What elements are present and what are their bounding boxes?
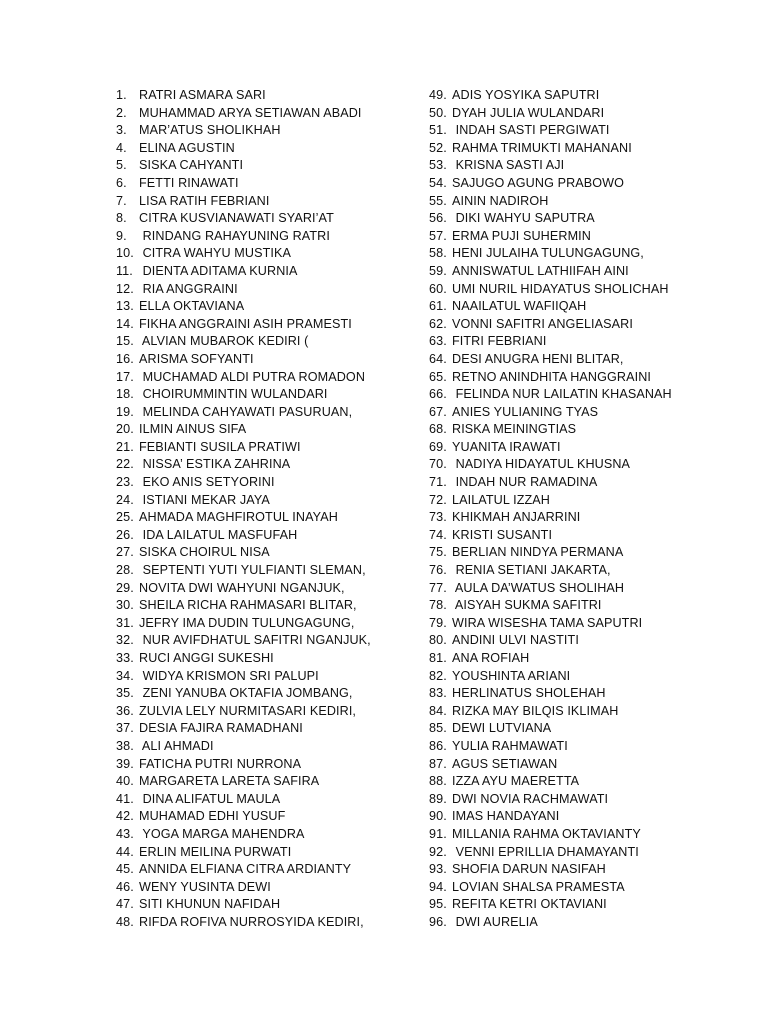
list-item [429,228,739,246]
list-item [116,914,416,932]
list-item-number: 5. [116,158,127,173]
list-item [116,298,416,316]
list-item-name: JEFRY IMA DUDIN TULUNGAGUNG, [139,615,355,630]
list-item-number: 60. [429,281,447,296]
list-item-name: KRISNA SASTI AJI [452,158,565,173]
list-item [429,456,739,474]
list-item [116,527,416,545]
list-item-name: MUCHAMAD ALDI PUTRA ROMADON [139,369,366,384]
list-item-name: SEPTENTI YUTI YULFIANTI SLEMAN, [139,563,366,578]
list-item-number: 58. [429,246,447,261]
list-item-name: MAR’ATUS SHOLIKHAH [139,123,281,138]
list-item [116,157,416,175]
list-item-number: 66. [429,387,447,402]
list-item-number: 22. [116,457,134,472]
list-item [429,808,739,826]
list-item-number: 32. [116,633,134,648]
list-item [116,281,416,299]
list-item-number: 65. [429,369,447,384]
list-item [429,193,739,211]
list-item-name: WENY YUSINTA DEWI [139,879,271,894]
list-item [116,263,416,281]
list-item [429,703,739,721]
list-item-name: HERLINATUS SHOLEHAH [452,686,606,701]
list-item-name: NISSA’ ESTIKA ZAHRINA [139,457,291,472]
list-item-number: 47. [116,897,134,912]
list-item-name: SITI KHUNUN NAFIDAH [139,897,281,912]
list-item [429,474,739,492]
name-list-left-column [116,87,416,932]
list-item-name: CITRA WAHYU MUSTIKA [139,246,291,261]
list-item-name: RAHMA TRIMUKTI MAHANANI [452,140,632,155]
list-item-number: 86. [429,738,447,753]
list-item [116,369,416,387]
list-item-name: LOVIAN SHALSA PRAMESTA [452,879,625,894]
list-item-name: YOGA MARGA MAHENDRA [139,826,305,841]
list-item-number: 29. [116,580,134,595]
list-item-name: WIRA WISESHA TAMA SAPUTRI [452,615,643,630]
list-item [429,316,739,334]
list-item [116,756,416,774]
list-item-name: INDAH SASTI PERGIWATI [452,123,610,138]
list-item [116,245,416,263]
list-item [429,298,739,316]
list-item-name: RENIA SETIANI JAKARTA, [452,563,611,578]
list-item [429,844,739,862]
list-item-name: ARISMA SOFYANTI [139,351,254,366]
list-item-number: 20. [116,422,134,437]
list-item-number: 19. [116,404,134,419]
list-item-name: ALI AHMADI [139,738,214,753]
list-item [429,140,739,158]
list-item [429,914,739,932]
list-item-name: FELINDA NUR LAILATIN KHASANAH [452,387,672,402]
list-item-number: 75. [429,545,447,560]
list-item-name: YOUSHINTA ARIANI [452,668,571,683]
list-item-name: ERLIN MEILINA PURWATI [139,844,292,859]
list-item [429,421,739,439]
list-item-number: 55. [429,193,447,208]
list-item-number: 88. [429,774,447,789]
list-item [429,685,739,703]
list-item-name: RINDANG RAHAYUNING RATRI [139,228,330,243]
list-item [429,245,739,263]
list-item-number: 46. [116,879,134,894]
list-item [429,756,739,774]
list-item-name: MUHAMMAD ARYA SETIAWAN ABADI [139,105,362,120]
list-item-number: 21. [116,439,134,454]
list-item [429,632,739,650]
list-item [116,87,416,105]
name-list-right-column [429,87,739,932]
list-item-number: 63. [429,334,447,349]
list-item-number: 72. [429,492,447,507]
list-item [116,421,416,439]
list-item-number: 4. [116,140,127,155]
list-item-name: NUR AVIFDHATUL SAFITRI NGANJUK, [139,633,371,648]
list-item [116,474,416,492]
list-item-number: 39. [116,756,134,771]
list-item [429,668,739,686]
list-item-name: MILLANIA RAHMA OKTAVIANTY [452,826,641,841]
list-item-number: 16. [116,351,134,366]
list-item-number: 77. [429,580,447,595]
list-item [116,773,416,791]
list-item-name: SHOFIA DARUN NASIFAH [452,862,606,877]
list-item-name: MELINDA CAHYAWATI PASURUAN, [139,404,353,419]
list-item-name: AGUS SETIAWAN [452,756,558,771]
list-item-number: 50. [429,105,447,120]
list-item-name: RISKA MEININGTIAS [452,422,577,437]
list-item-name: RIA ANGGRAINI [139,281,238,296]
list-item-number: 38. [116,738,134,753]
list-item-name: ELLA OKTAVIANA [139,299,245,314]
list-item-name: ALVIAN MUBAROK KEDIRI ( [139,334,309,349]
list-item [429,861,739,879]
list-item [116,228,416,246]
list-item-number: 69. [429,439,447,454]
list-item-number: 83. [429,686,447,701]
list-item-number: 3. [116,123,127,138]
list-item-name: EKO ANIS SETYORINI [139,475,275,490]
list-item-name: WIDYA KRISMON SRI PALUPI [139,668,319,683]
list-item-name: DIENTA ADITAMA KURNIA [139,263,298,278]
list-item-number: 27. [116,545,134,560]
list-item-number: 13. [116,299,134,314]
list-item-number: 44. [116,844,134,859]
list-item-number: 45. [116,862,134,877]
list-item-number: 37. [116,721,134,736]
list-item [429,404,739,422]
list-item-name: NADIYA HIDAYATUL KHUSNA [452,457,631,472]
list-item-number: 56. [429,211,447,226]
list-item-name: ANNISWATUL LATHIIFAH AINI [452,263,629,278]
list-item-number: 68. [429,422,447,437]
list-item-name: AININ NADIROH [452,193,549,208]
list-item-number: 78. [429,598,447,613]
list-item-name: NAAILATUL WAFIIQAH [452,299,587,314]
list-item-name: AULA DA’WATUS SHOLIHAH [452,580,625,595]
list-item-name: ILMIN AINUS SIFA [139,422,247,437]
list-item-name: YUANITA IRAWATI [452,439,561,454]
list-item-name: ADIS YOSYIKA SAPUTRI [452,88,600,102]
list-item-number: 26. [116,527,134,542]
list-item-number: 89. [429,791,447,806]
list-item-name: SHEILA RICHA RAHMASARI BLITAR, [139,598,357,613]
list-item-name: UMI NURIL HIDAYATUS SHOLICHAH [452,281,669,296]
list-item [116,738,416,756]
list-item [116,791,416,809]
list-item-name: AHMADA MAGHFIROTUL INAYAH [139,510,338,525]
list-item [116,122,416,140]
list-item [429,562,739,580]
list-item-name: NOVITA DWI WAHYUNI NGANJUK, [139,580,345,595]
list-item-number: 10. [116,246,134,261]
list-item-number: 14. [116,316,134,331]
list-item-number: 95. [429,897,447,912]
list-item-number: 64. [429,351,447,366]
list-item-name: FIKHA ANGGRAINI ASIH PRAMESTI [139,316,352,331]
list-item-name: RIZKA MAY BILQIS IKLIMAH [452,703,619,718]
list-item-name: DESIA FAJIRA RAMADHANI [139,721,303,736]
list-item [116,105,416,123]
list-item-number: 42. [116,809,134,824]
list-item [116,668,416,686]
list-item [429,386,739,404]
list-item-name: FITRI FEBRIANI [452,334,547,349]
list-item-name: SISKA CHOIRUL NISA [139,545,270,560]
list-item [116,210,416,228]
list-item-name: IZZA AYU MAERETTA [452,774,580,789]
list-item-number: 91. [429,826,447,841]
list-item-number: 15. [116,334,134,349]
list-item [429,527,739,545]
list-item-number: 36. [116,703,134,718]
list-item-number: 24. [116,492,134,507]
list-item [116,879,416,897]
list-item [429,157,739,175]
list-item-number: 51. [429,123,447,138]
list-item-name: DYAH JULIA WULANDARI [452,105,605,120]
list-item [429,879,739,897]
list-item-number: 40. [116,774,134,789]
list-item-number: 6. [116,175,127,190]
list-item [116,844,416,862]
list-item-number: 73. [429,510,447,525]
list-item-number: 74. [429,527,447,542]
list-item [116,703,416,721]
list-item-number: 52. [429,140,447,155]
list-item [429,351,739,369]
list-item-number: 94. [429,879,447,894]
list-item [116,650,416,668]
list-item-name: INDAH NUR RAMADINA [452,475,598,490]
list-item [116,333,416,351]
list-item-number: 96. [429,914,447,929]
list-item [116,562,416,580]
list-item-name: KHIKMAH ANJARRINI [452,510,581,525]
list-item [116,632,416,650]
list-item-number: 62. [429,316,447,331]
list-item [429,105,739,123]
list-item-number: 92. [429,844,447,859]
list-item [116,456,416,474]
list-item-number: 31. [116,615,134,630]
list-item-number: 71. [429,475,447,490]
list-item-name: ERMA PUJI SUHERMIN [452,228,591,243]
list-item-name: DESI ANUGRA HENI BLITAR, [452,351,624,366]
list-item [429,826,739,844]
list-item-name: RATRI ASMARA SARI [139,88,266,102]
list-item-name: SISKA CAHYANTI [139,158,244,173]
list-item-name: DWI NOVIA RACHMAWATI [452,791,609,806]
list-item-number: 34. [116,668,134,683]
list-item-number: 17. [116,369,134,384]
list-item [116,896,416,914]
list-item [116,351,416,369]
list-item [116,580,416,598]
list-item [116,615,416,633]
list-item [116,492,416,510]
list-item-number: 2. [116,105,127,120]
list-item-number: 70. [429,457,447,472]
list-item-number: 85. [429,721,447,736]
list-item [429,896,739,914]
list-item-name: RIFDA ROFIVA NURROSYIDA KEDIRI, [139,914,364,929]
list-item-number: 41. [116,791,134,806]
list-item-name: ANNIDA ELFIANA CITRA ARDIANTY [139,862,352,877]
list-item [429,509,739,527]
list-item-name: DIKI WAHYU SAPUTRA [452,211,595,226]
list-item-number: 87. [429,756,447,771]
list-item [429,791,739,809]
list-item [116,808,416,826]
list-item-name: ZENI YANUBA OKTAFIA JOMBANG, [139,686,353,701]
list-item-number: 48. [116,914,134,929]
list-item [429,738,739,756]
list-item-name: RETNO ANINDHITA HANGGRAINI [452,369,651,384]
list-item-number: 84. [429,703,447,718]
list-item-number: 35. [116,686,134,701]
list-item-name: DINA ALIFATUL MAULA [139,791,281,806]
list-item-name: FETTI RINAWATI [139,175,239,190]
list-item [429,369,739,387]
list-item [429,773,739,791]
list-item-name: REFITA KETRI OKTAVIANI [452,897,607,912]
list-item-number: 79. [429,615,447,630]
list-item [116,861,416,879]
list-item-number: 53. [429,158,447,173]
list-item [429,175,739,193]
list-item-name: SAJUGO AGUNG PRABOWO [452,175,625,190]
list-item [429,580,739,598]
list-item [429,210,739,228]
list-item-number: 49. [429,88,447,102]
list-item-name: FATICHA PUTRI NURRONA [139,756,302,771]
list-item [429,615,739,633]
list-item-number: 54. [429,175,447,190]
list-item-name: IDA LAILATUL MASFUFAH [139,527,298,542]
list-item-name: BERLIAN NINDYA PERMANA [452,545,624,560]
list-item-name: ANDINI ULVI NASTITI [452,633,579,648]
list-item-name: IMAS HANDAYANI [452,809,560,824]
list-item [429,87,739,105]
list-item-number: 23. [116,475,134,490]
list-item [116,316,416,334]
list-item [116,193,416,211]
list-item [429,544,739,562]
list-item-name: DEWI LUTVIANA [452,721,552,736]
list-item-number: 1. [116,88,127,102]
list-item-name: FEBIANTI SUSILA PRATIWI [139,439,301,454]
list-item [429,439,739,457]
list-item [116,826,416,844]
list-item-name: VONNI SAFITRI ANGELIASARI [452,316,633,331]
list-item-name: LAILATUL IZZAH [452,492,550,507]
list-item [116,404,416,422]
list-item-name: YULIA RAHMAWATI [452,738,568,753]
list-item [116,597,416,615]
list-item-name: VENNI EPRILLIA DHAMAYANTI [452,844,639,859]
list-item-number: 93. [429,862,447,877]
list-item-number: 61. [429,299,447,314]
list-item-number: 11. [116,263,133,278]
list-item-number: 76. [429,563,447,578]
list-item-number: 28. [116,563,134,578]
list-item-name: CITRA KUSVIANAWATI SYARI’AT [139,211,334,226]
list-item-number: 9. [116,228,127,243]
list-item-name: MUHAMAD EDHI YUSUF [139,809,286,824]
list-item [429,281,739,299]
list-item [429,720,739,738]
list-item-number: 80. [429,633,447,648]
list-item-number: 90. [429,809,447,824]
list-item-name: ZULVIA LELY NURMITASARI KEDIRI, [139,703,357,718]
list-item-number: 25. [116,510,134,525]
list-item-name: MARGARETA LARETA SAFIRA [139,774,320,789]
list-item-number: 8. [116,211,127,226]
list-item-name: ISTIANI MEKAR JAYA [139,492,270,507]
list-item [116,544,416,562]
list-item-name: ELINA AGUSTIN [139,140,235,155]
list-item [116,685,416,703]
list-item [429,333,739,351]
list-item-number: 67. [429,404,447,419]
list-item-number: 43. [116,826,134,841]
list-item-name: KRISTI SUSANTI [452,527,553,542]
list-item [116,720,416,738]
list-item [116,386,416,404]
list-item-number: 12. [116,281,134,296]
list-item [116,175,416,193]
list-item [429,263,739,281]
list-item-name: LISA RATIH FEBRIANI [139,193,270,208]
list-item-name: ANA ROFIAH [452,651,530,665]
list-item-name: RUCI ANGGI SUKESHI [139,651,274,665]
list-item-name: DWI AURELIA [452,914,538,929]
list-item [116,509,416,527]
list-item-number: 82. [429,668,447,683]
list-item-name: AISYAH SUKMA SAFITRI [452,598,602,613]
list-item [429,597,739,615]
list-item-number: 59. [429,263,447,278]
list-item-number: 7. [116,193,127,208]
list-item-number: 57. [429,228,447,243]
list-item-number: 30. [116,598,134,613]
list-item-number: 81. [429,651,447,665]
list-item [429,650,739,668]
list-item [116,140,416,158]
list-item-name: HENI JULAIHA TULUNGAGUNG, [452,246,644,261]
list-item-name: CHOIRUMMINTIN WULANDARI [139,387,328,402]
list-item [116,439,416,457]
list-item-name: ANIES YULIANING TYAS [452,404,599,419]
list-item-number: 18. [116,387,134,402]
list-item [429,122,739,140]
list-item-number: 33. [116,651,134,665]
list-item [429,492,739,510]
